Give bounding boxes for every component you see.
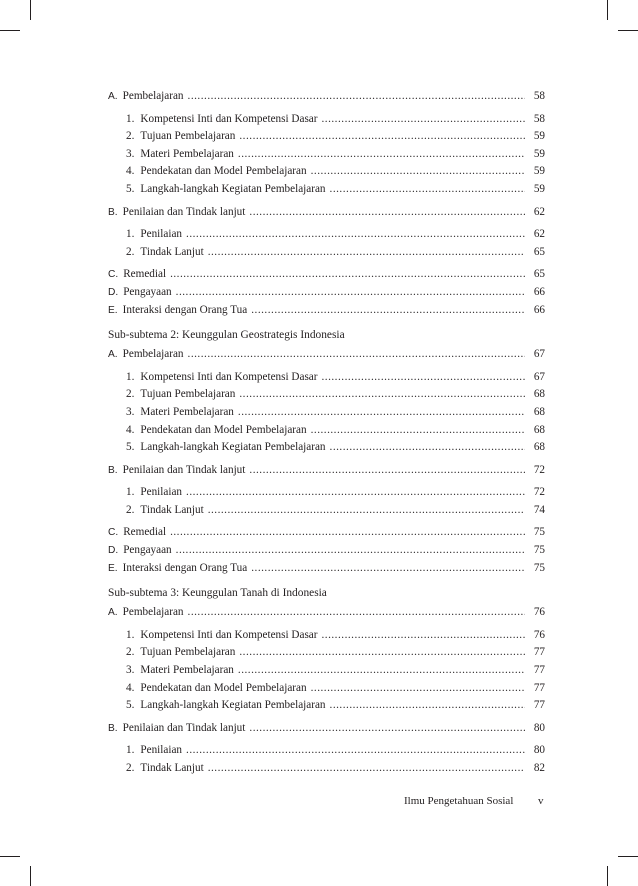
- subentry-title: Tindak Lanjut: [140, 245, 204, 258]
- entry-letter: A.: [108, 91, 118, 102]
- entry-letter: A.: [108, 607, 118, 619]
- subentry-number: 2.: [126, 503, 135, 516]
- toc-entry[interactable]: [108, 542, 545, 560]
- entry-page-number: 72: [533, 463, 545, 476]
- subentry-title: Pendekatan dan Model Pembelajaran: [140, 681, 307, 694]
- entry-title: Interaksi dengan Orang Tua: [122, 303, 248, 316]
- toc-subentry[interactable]: [108, 627, 545, 645]
- subentry-number: 1.: [126, 486, 135, 499]
- subentry-title: Penilaian: [140, 486, 183, 499]
- subentry-page-number: 80: [533, 744, 545, 757]
- section-heading: Sub-subtema 3: Keunggulan Tanah di Indonesia: [108, 587, 327, 600]
- entry-title: Pembelajaran: [122, 606, 184, 619]
- entry-page-number: 67: [533, 348, 545, 361]
- subentry-number: 1.: [126, 112, 135, 125]
- crop-mark: [30, 866, 31, 886]
- toc-subentry[interactable]: [108, 422, 545, 440]
- entry-title: Remedial: [123, 526, 167, 539]
- subentry-page-number: 58: [533, 112, 545, 125]
- toc-entry[interactable]: [108, 88, 545, 106]
- subentry-page-number: 59: [533, 147, 545, 160]
- leader-dots: [239, 128, 525, 146]
- toc-entry[interactable]: [108, 560, 545, 578]
- entry-title: Penilaian dan Tindak lanjut: [122, 205, 246, 218]
- leader-dots: [170, 266, 525, 284]
- entry-letter: A.: [108, 349, 118, 361]
- subentry-page-number: 77: [533, 699, 545, 712]
- subentry-number: 5.: [126, 699, 135, 712]
- toc-subentry[interactable]: [108, 404, 545, 422]
- leader-dots: [208, 502, 525, 520]
- subentry-title: Materi Pembelajaran: [140, 405, 234, 418]
- leader-dots: [251, 302, 525, 320]
- subentry-number: 3.: [126, 147, 135, 160]
- entry-page-number: 75: [533, 544, 545, 557]
- crop-mark: [607, 0, 608, 20]
- subentry-number: 1.: [126, 744, 135, 757]
- leader-dots: [238, 146, 525, 164]
- table-of-contents: [108, 88, 545, 778]
- entry-page-number: 66: [533, 303, 545, 316]
- toc-subentry[interactable]: [108, 760, 545, 778]
- subentry-number: 1.: [126, 370, 135, 383]
- entry-page-number: 66: [533, 285, 545, 298]
- leader-dots: [330, 181, 525, 199]
- subentry-page-number: 76: [533, 628, 545, 641]
- toc-entry[interactable]: [108, 346, 545, 364]
- subentry-title: Tindak Lanjut: [140, 503, 204, 516]
- crop-mark: [618, 30, 638, 31]
- leader-dots: [330, 439, 525, 457]
- leader-dots: [321, 111, 525, 129]
- subentry-page-number: 59: [533, 182, 545, 195]
- crop-mark: [618, 856, 638, 857]
- subentry-number: 1.: [126, 228, 135, 241]
- leader-dots: [311, 680, 525, 698]
- subentry-number: 2.: [126, 245, 135, 258]
- subentry-page-number: 77: [533, 646, 545, 659]
- toc-subentry[interactable]: [108, 128, 545, 146]
- leader-dots: [188, 346, 525, 364]
- subentry-page-number: 59: [533, 130, 545, 143]
- entry-letter: B.: [108, 722, 118, 734]
- subentry-number: 4.: [126, 423, 135, 436]
- subentry-page-number: 59: [533, 165, 545, 178]
- toc-entry[interactable]: [108, 302, 545, 320]
- toc-subentry[interactable]: [108, 369, 545, 387]
- entry-letter: D.: [108, 545, 119, 557]
- leader-dots: [239, 386, 525, 404]
- section-heading: Sub-subtema 2: Keunggulan Geostrategis Indonesia: [108, 329, 345, 342]
- entry-title: Penilaian dan Tindak lanjut: [122, 721, 246, 734]
- toc-subentry[interactable]: [108, 146, 545, 164]
- subentry-page-number: 62: [533, 228, 545, 241]
- leader-dots: [186, 226, 525, 244]
- toc-entry[interactable]: [108, 266, 545, 284]
- toc-entry[interactable]: [108, 204, 545, 222]
- leader-dots: [238, 404, 525, 422]
- entry-title: Pengayaan: [123, 544, 172, 557]
- subentry-title: Pendekatan dan Model Pembelajaran: [140, 423, 307, 436]
- subentry-number: 5.: [126, 441, 135, 454]
- page-number: v: [538, 795, 544, 807]
- leader-dots: [249, 462, 525, 480]
- subentry-title: Langkah-langkah Kegiatan Pembelajaran: [140, 182, 326, 195]
- subentry-page-number: 68: [533, 388, 545, 401]
- crop-mark: [30, 0, 31, 20]
- entry-title: Penilaian dan Tindak lanjut: [122, 463, 246, 476]
- crop-mark: [607, 866, 608, 886]
- toc-entry[interactable]: [108, 604, 545, 622]
- leader-dots: [311, 163, 525, 181]
- toc-subentry[interactable]: [108, 697, 545, 715]
- leader-dots: [186, 484, 525, 502]
- subentry-page-number: 72: [533, 486, 545, 499]
- entry-title: Remedial: [123, 268, 167, 281]
- leader-dots: [251, 560, 525, 578]
- subentry-page-number: 68: [533, 423, 545, 436]
- toc-subentry[interactable]: [108, 502, 545, 520]
- crop-mark: [0, 856, 20, 857]
- subentry-title: Tindak Lanjut: [140, 762, 204, 774]
- toc-entry[interactable]: [108, 462, 545, 480]
- subentry-title: Tujuan Pembelajaran: [140, 130, 236, 143]
- entry-page-number: 75: [533, 561, 545, 574]
- toc-entry[interactable]: [108, 720, 545, 738]
- subentry-page-number: 82: [533, 762, 545, 774]
- leader-dots: [321, 369, 525, 387]
- subentry-number: 2.: [126, 646, 135, 659]
- subentry-number: 4.: [126, 681, 135, 694]
- toc-subentry[interactable]: [108, 680, 545, 698]
- leader-dots: [176, 542, 525, 560]
- entry-page-number: 62: [533, 205, 545, 218]
- subentry-page-number: 68: [533, 441, 545, 454]
- entry-title: Interaksi dengan Orang Tua: [122, 561, 248, 574]
- leader-dots: [239, 644, 525, 662]
- subentry-number: 1.: [126, 628, 135, 641]
- toc-subentry[interactable]: [108, 644, 545, 662]
- subentry-title: Kompetensi Inti dan Kompetensi Dasar: [140, 112, 318, 125]
- entry-letter: E.: [108, 304, 118, 316]
- toc-subentry[interactable]: [108, 386, 545, 404]
- crop-mark: [0, 30, 20, 31]
- toc-subentry[interactable]: [108, 181, 545, 199]
- toc-subentry[interactable]: [108, 244, 545, 262]
- entry-title: Pembelajaran: [122, 348, 184, 361]
- subentry-title: Tujuan Pembelajaran: [140, 388, 236, 401]
- subentry-title: Kompetensi Inti dan Kompetensi Dasar: [140, 370, 318, 383]
- leader-dots: [170, 524, 525, 542]
- subentry-page-number: 68: [533, 405, 545, 418]
- subentry-number: 3.: [126, 664, 135, 677]
- toc-subentry[interactable]: [108, 484, 545, 502]
- entry-page-number: 58: [533, 90, 545, 102]
- leader-dots: [238, 662, 525, 680]
- leader-dots: [188, 604, 525, 622]
- book-title: Ilmu Pengetahuan Sosial: [404, 795, 514, 807]
- entry-letter: B.: [108, 206, 118, 218]
- entry-letter: B.: [108, 464, 118, 476]
- subentry-page-number: 65: [533, 245, 545, 258]
- leader-dots: [208, 760, 525, 778]
- entry-title: Pembelajaran: [122, 90, 184, 102]
- subentry-page-number: 77: [533, 681, 545, 694]
- subentry-number: 4.: [126, 165, 135, 178]
- subentry-number: 5.: [126, 182, 135, 195]
- entry-letter: E.: [108, 562, 118, 574]
- subentry-title: Langkah-langkah Kegiatan Pembelajaran: [140, 699, 326, 712]
- subentry-page-number: 67: [533, 370, 545, 383]
- subentry-title: Materi Pembelajaran: [140, 147, 234, 160]
- leader-dots: [249, 204, 525, 222]
- subentry-number: 3.: [126, 405, 135, 418]
- entry-letter: C.: [108, 269, 119, 281]
- toc-subentry[interactable]: [108, 439, 545, 457]
- subentry-title: Materi Pembelajaran: [140, 664, 234, 677]
- leader-dots: [188, 88, 525, 106]
- subentry-title: Langkah-langkah Kegiatan Pembelajaran: [140, 441, 326, 454]
- toc-subentry[interactable]: [108, 662, 545, 680]
- subentry-title: Penilaian: [140, 228, 183, 241]
- subentry-page-number: 74: [533, 503, 545, 516]
- entry-letter: C.: [108, 527, 119, 539]
- entry-page-number: 65: [533, 268, 545, 281]
- entry-page-number: 76: [533, 606, 545, 619]
- leader-dots: [330, 697, 525, 715]
- toc-subentry[interactable]: [108, 742, 545, 760]
- entry-letter: D.: [108, 286, 119, 298]
- subentry-title: Kompetensi Inti dan Kompetensi Dasar: [140, 628, 318, 641]
- subentry-title: Tujuan Pembelajaran: [140, 646, 236, 659]
- subentry-number: 2.: [126, 130, 135, 143]
- subentry-title: Pendekatan dan Model Pembelajaran: [140, 165, 307, 178]
- leader-dots: [249, 720, 525, 738]
- toc-entry[interactable]: [108, 524, 545, 542]
- leader-dots: [311, 422, 525, 440]
- toc-subentry[interactable]: [108, 111, 545, 129]
- subentry-title: Penilaian: [140, 744, 183, 757]
- entry-page-number: 75: [533, 526, 545, 539]
- entry-page-number: 80: [533, 721, 545, 734]
- leader-dots: [321, 627, 525, 645]
- subentry-page-number: 77: [533, 664, 545, 677]
- toc-subentry[interactable]: [108, 226, 545, 244]
- leader-dots: [186, 742, 525, 760]
- entry-title: Pengayaan: [123, 285, 172, 298]
- toc-subentry[interactable]: [108, 163, 545, 181]
- subentry-number: 2.: [126, 762, 135, 774]
- subentry-number: 2.: [126, 388, 135, 401]
- leader-dots: [176, 284, 525, 302]
- leader-dots: [208, 244, 525, 262]
- toc-entry[interactable]: [108, 284, 545, 302]
